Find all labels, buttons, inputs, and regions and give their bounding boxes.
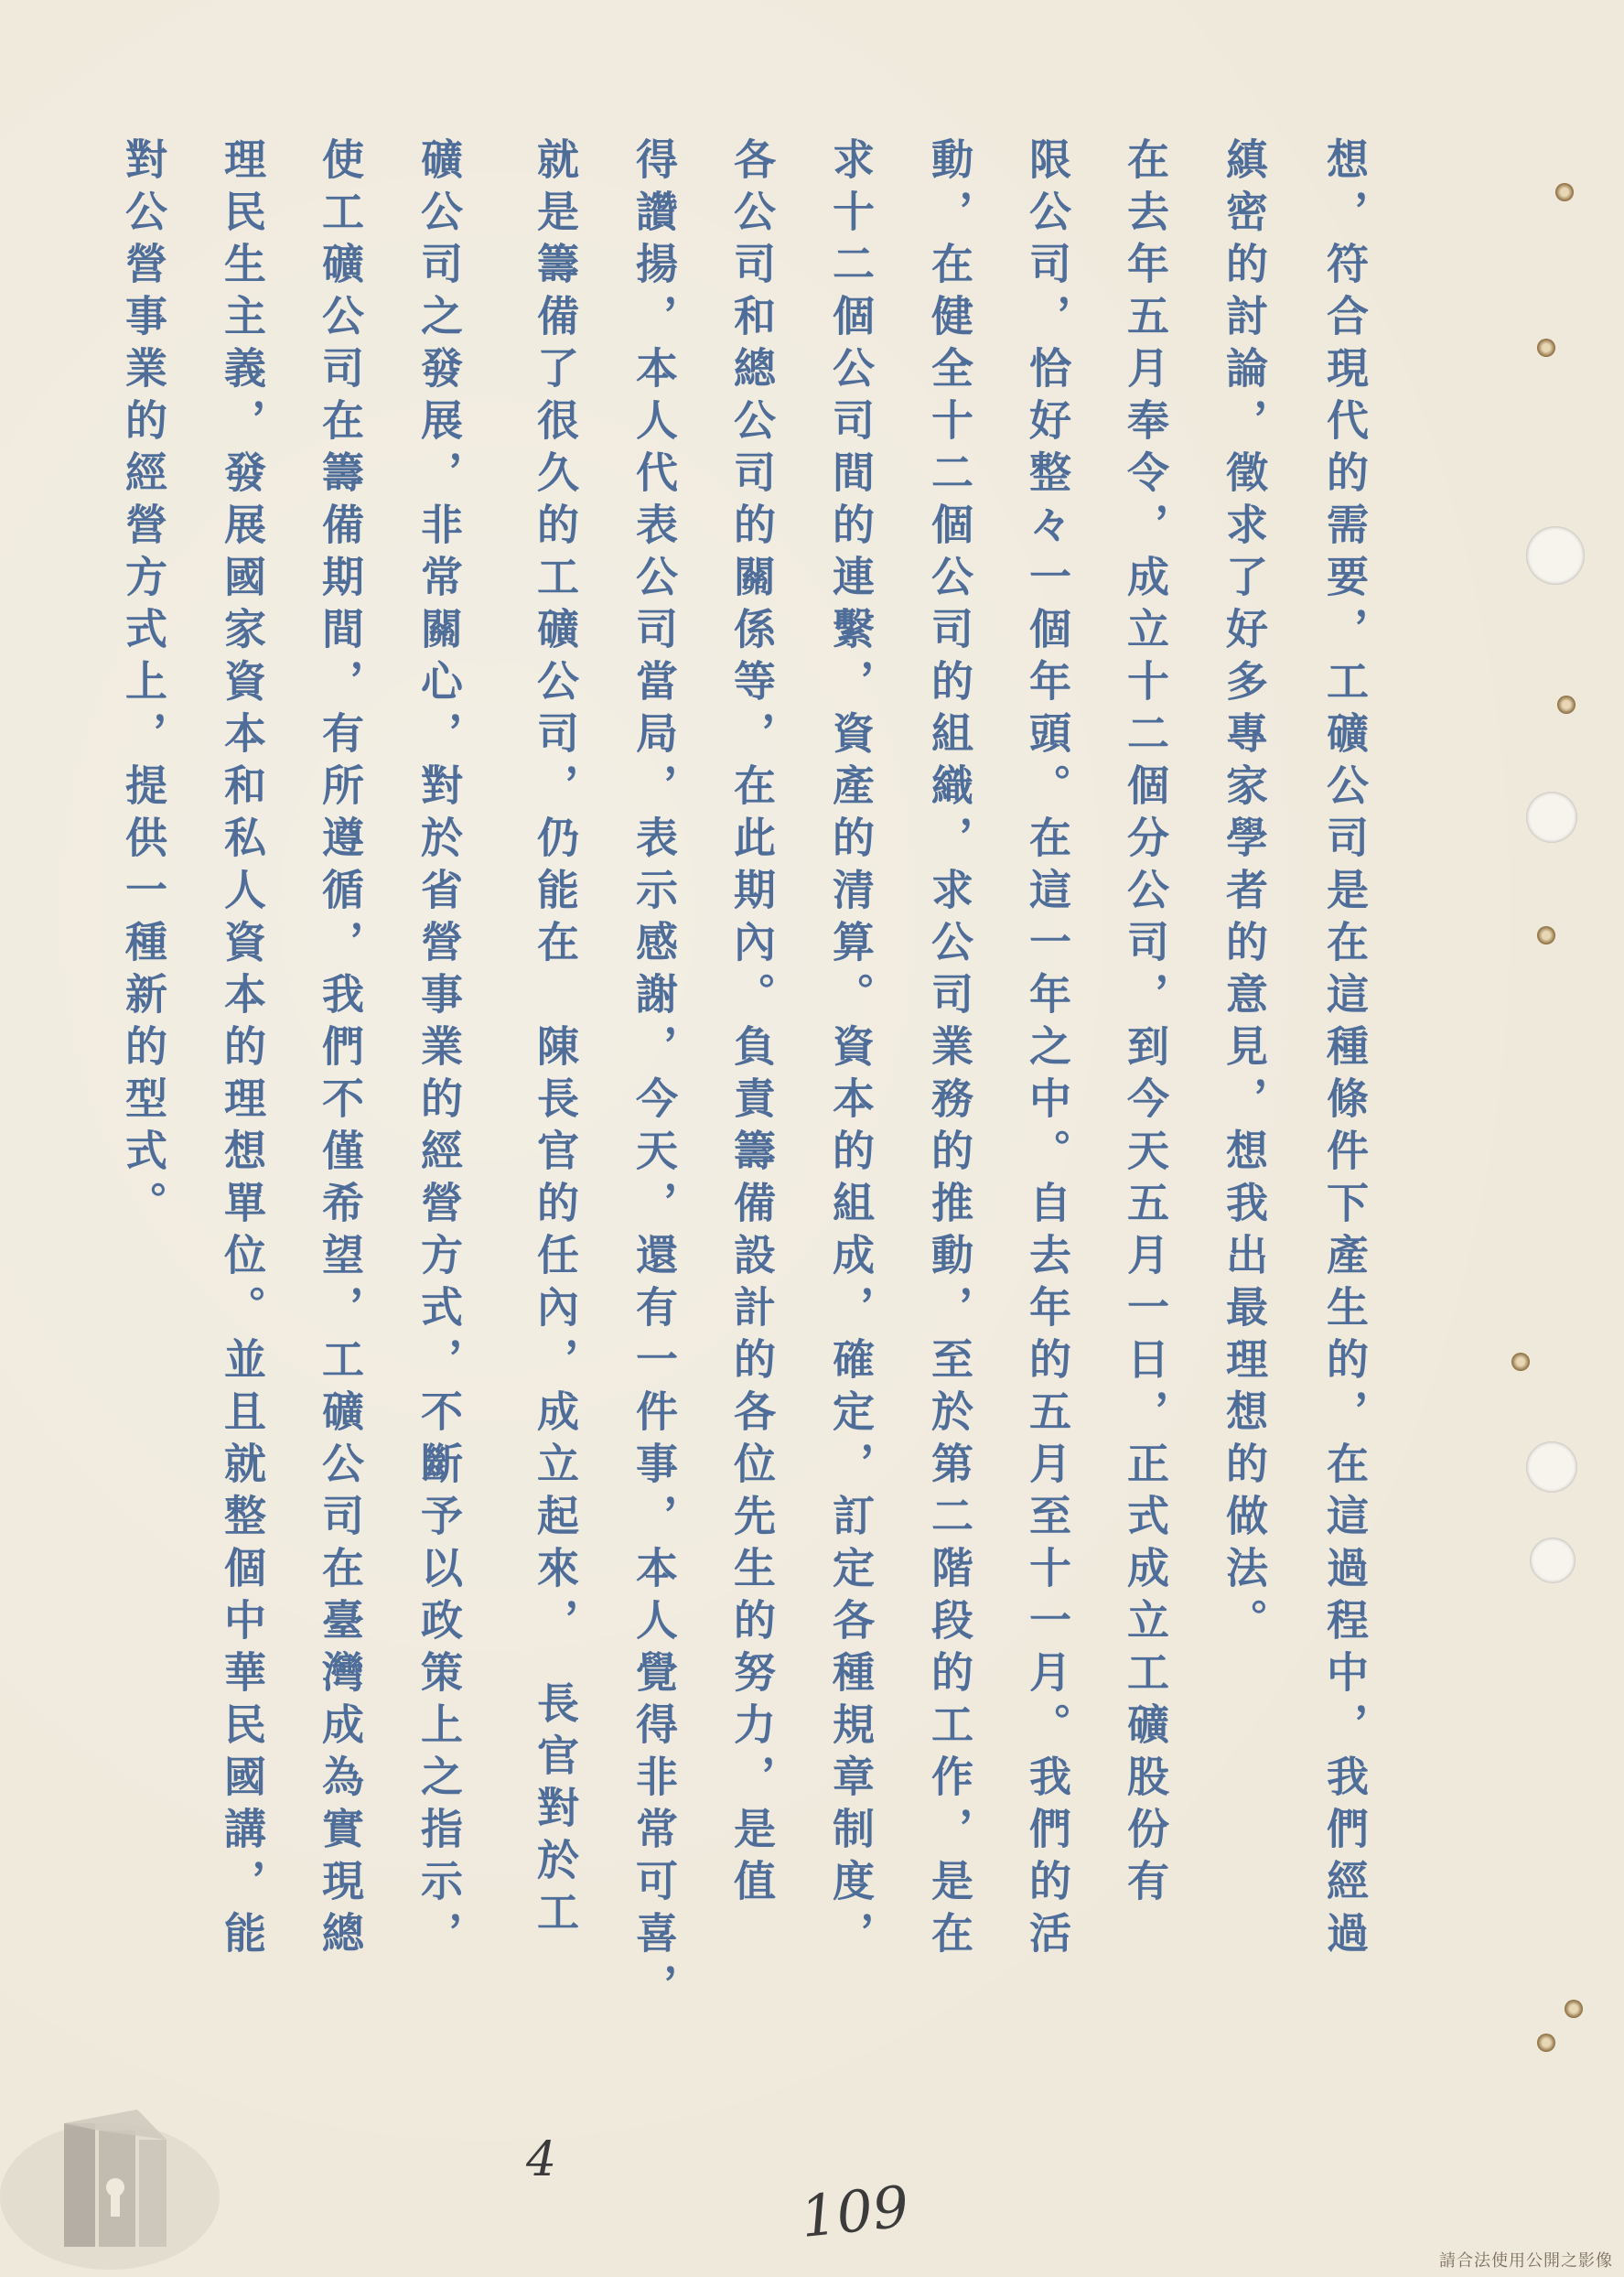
text-column-1: 想，符合現代的需要，工礦公司是在這種條件下產生的，在這過程中，我們經過 bbox=[1320, 137, 1370, 1963]
text-column-4: 限公司，恰好整々一個年頭。在這一年之中。自去年的五月至十一月。我們的活 bbox=[1023, 137, 1072, 1963]
text-column-11: 使工礦公司在籌備期間，有所遵循，我們不僅希望，工礦公司在臺灣成為實現總 bbox=[316, 137, 365, 1963]
text-column-8: 得讚揚，本人代表公司當局，表示感謝，今天，還有一件事，本人覺得非常可喜， bbox=[629, 137, 679, 2015]
archive-books-logo-icon bbox=[0, 2087, 229, 2270]
text-column-13: 對公營事業的經營方式上，提供一種新的型式。 bbox=[119, 137, 168, 1233]
handwritten-folio-number: 109 bbox=[797, 2173, 912, 2250]
text-column-7: 各公司和總公司的關係等，在此期內。負責籌備設計的各位先生的努力，是值 bbox=[727, 137, 777, 1911]
text-column-12: 理民生主義，發展國家資本和私人資本的理想單位。並且就整個中華民國講，能 bbox=[218, 137, 267, 1963]
text-column-9: 就是籌備了很久的工礦公司，仍能在 陳長官的任內，成立起來， 長官對於工 bbox=[531, 137, 580, 1942]
usage-notice: 請合法使用公開之影像 bbox=[1439, 2251, 1613, 2271]
text-column-5: 動，在健全十二個公司的組織，求公司業務的推動，至於第二階段的工作，是在 bbox=[925, 137, 974, 1963]
text-column-10: 礦公司之發展，非常關心，對於省營事業的經營方式，不斷予以政策上之指示， bbox=[414, 137, 464, 1963]
text-column-3: 在去年五月奉令，成立十二個分公司，到今天五月一日，正式成立工礦股份有 bbox=[1121, 137, 1170, 1911]
text-column-6: 求十二個公司間的連繫，資產的清算。資本的組成，確定，訂定各種規章制度， bbox=[826, 137, 876, 1963]
handwritten-page-number: 4 bbox=[526, 2132, 557, 2187]
text-column-2: 縝密的討論，徵求了好多專家學者的意見，想我出最理想的做法。 bbox=[1220, 137, 1269, 1650]
